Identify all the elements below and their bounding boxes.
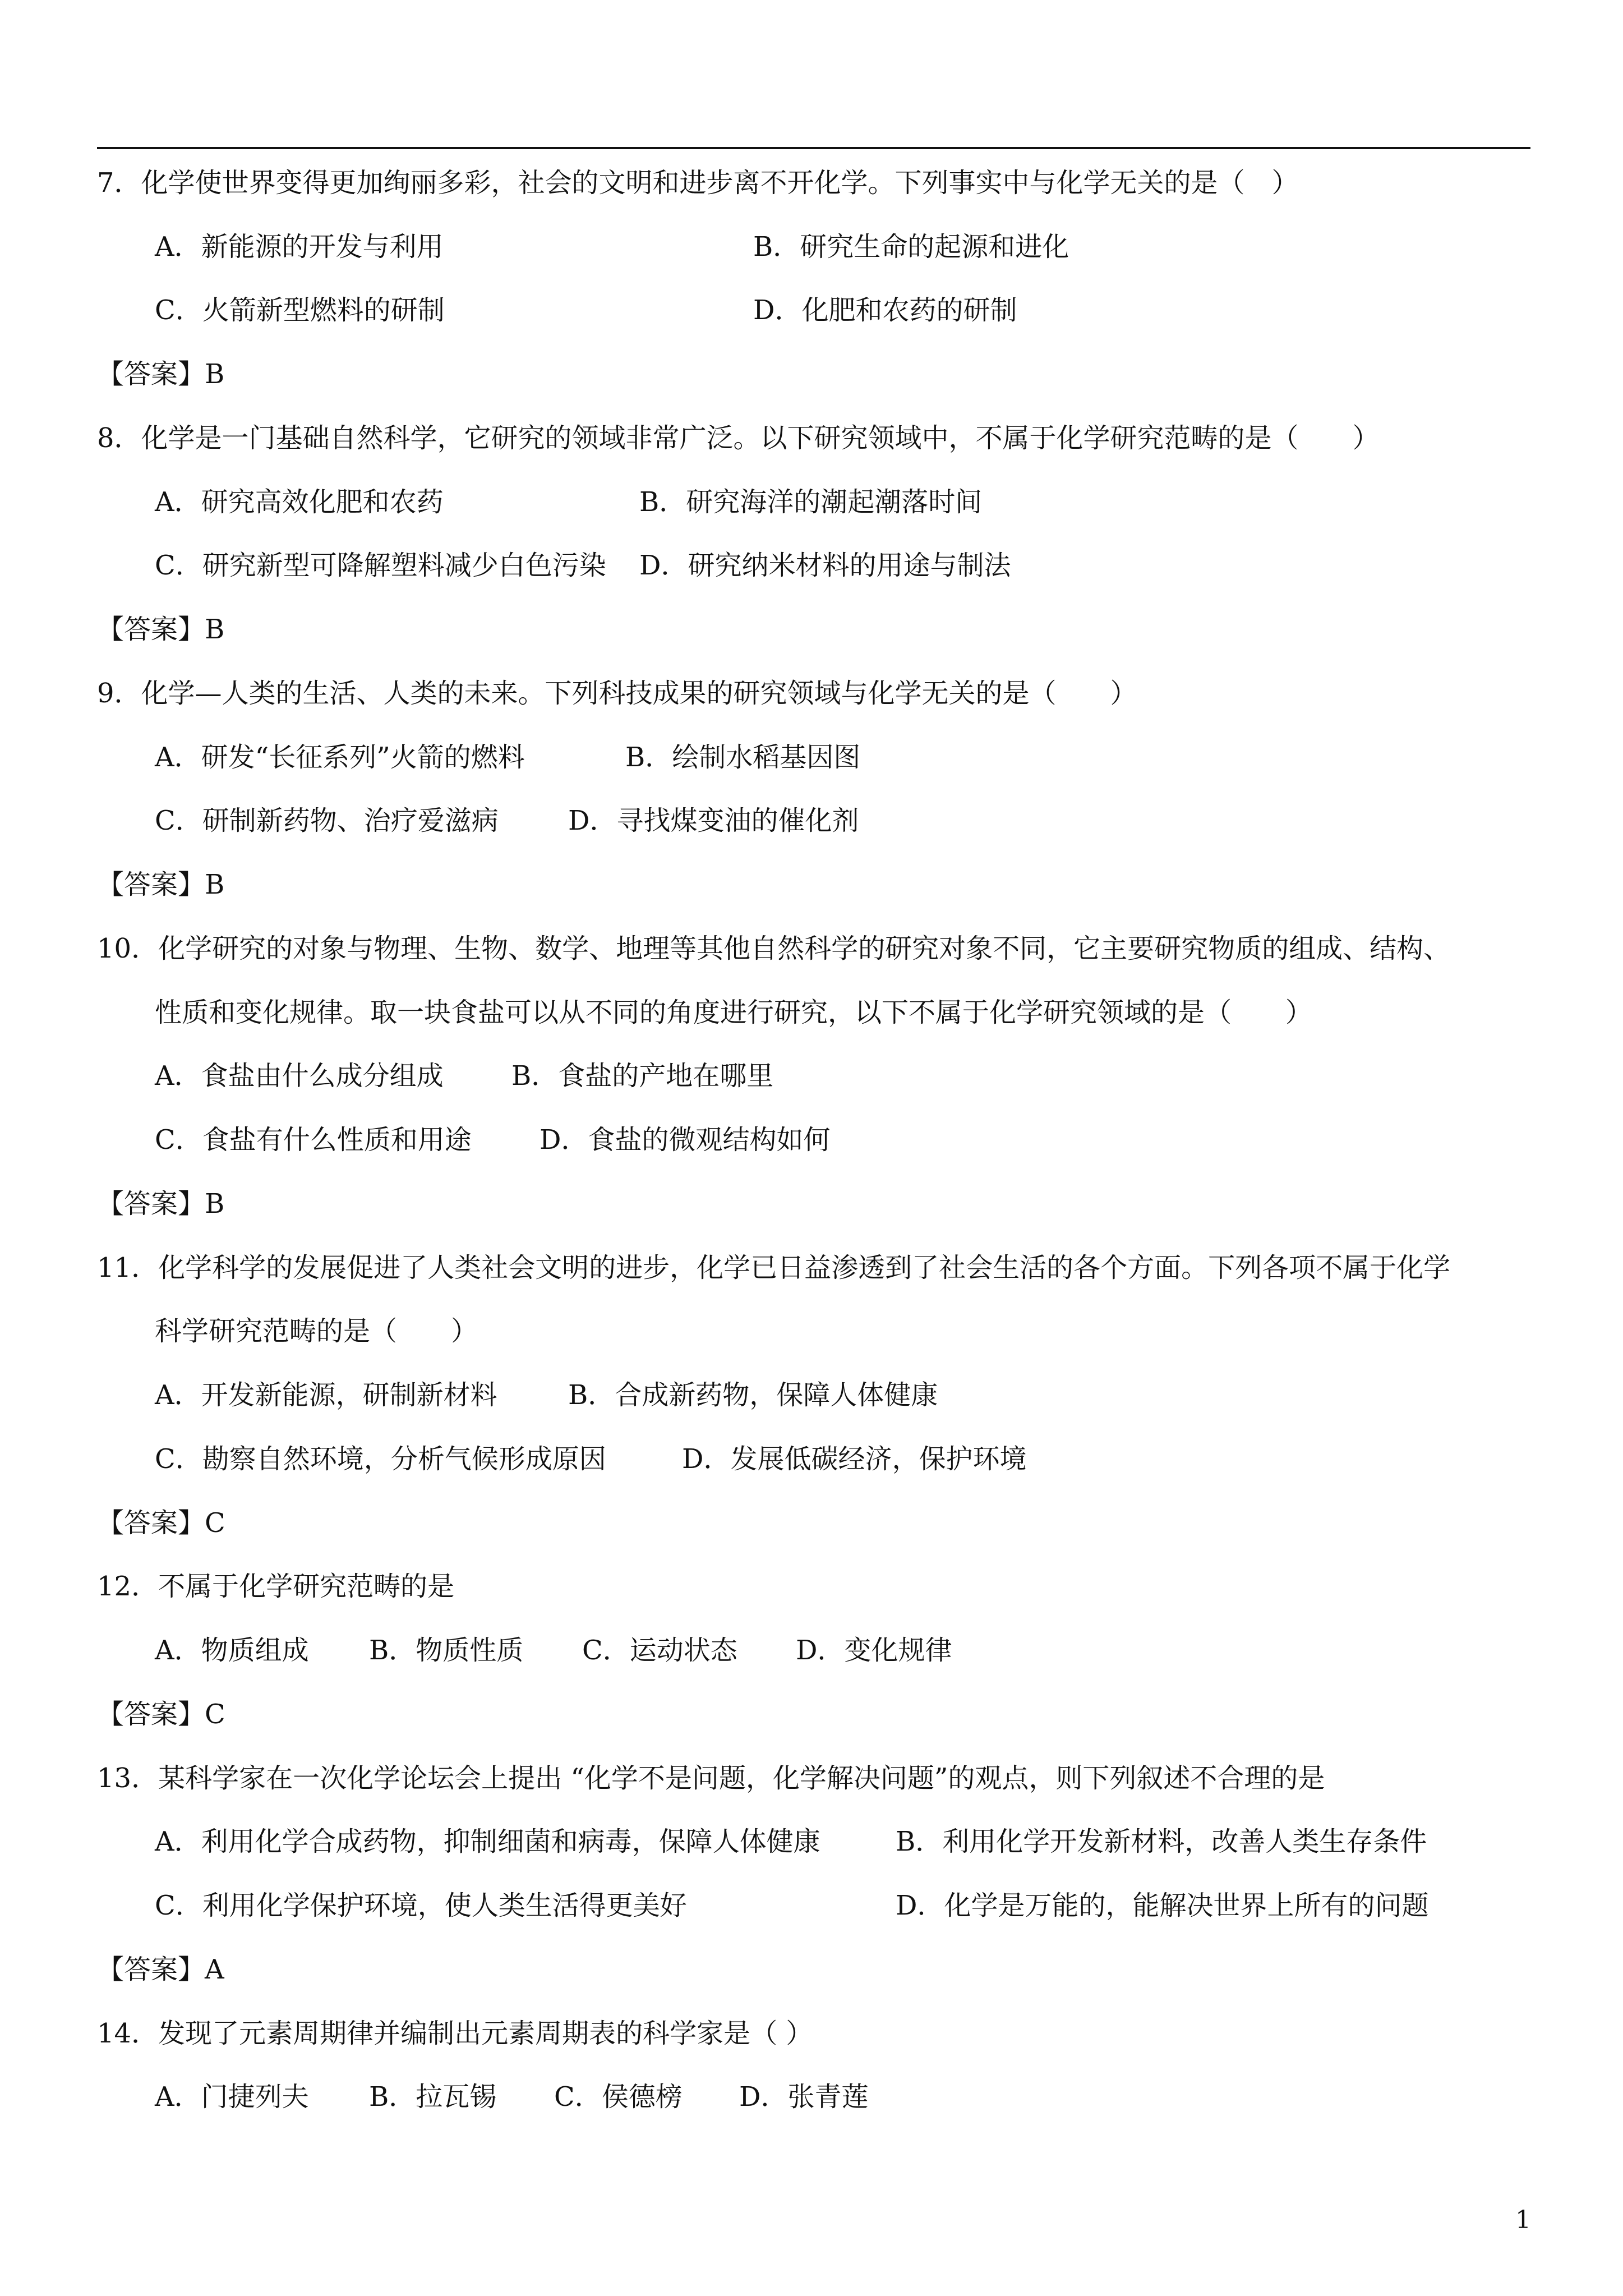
question-11-option-a: A．开发新能源，研制新材料 bbox=[155, 1379, 497, 1411]
question-7-option-d: D．化肥和农药的研制 bbox=[753, 295, 1017, 326]
question-14-option-a: A．门捷列夫 bbox=[155, 2081, 309, 2113]
question-10-stem: 10．化学研究的对象与物理、生物、数学、地理等其他自然科学的研究对象不同，它主要研究物质的组成、结构、 bbox=[97, 933, 1451, 964]
question-9-option-d: D．寻找煤变油的催化剂 bbox=[568, 805, 859, 836]
question-10-stem-line2: 性质和变化规律。取一块食盐可以从不同的角度进行研究，以下不属于化学研究领域的是（ ） bbox=[155, 997, 1313, 1028]
header-rule bbox=[97, 147, 1530, 149]
question-9-stem: 9．化学—人类的生活、人类的未来。下列科技成果的研究领域与化学无关的是（ ） bbox=[97, 678, 1137, 709]
page-number: 1 bbox=[1515, 2206, 1531, 2234]
question-13-option-d: D．化学是万能的，能解决世界上所有的问题 bbox=[896, 1890, 1429, 1921]
question-10-option-c: C．食盐有什么性质和用途 bbox=[155, 1124, 472, 1156]
question-7-option-c: C．火箭新型燃料的研制 bbox=[155, 295, 445, 326]
question-12-answer: 【答案】C bbox=[97, 1699, 225, 1730]
question-9-option-c: C．研制新药物、治疗爱滋病 bbox=[155, 805, 499, 836]
question-13-option-b: B．利用化学开发新材料，改善人类生存条件 bbox=[896, 1826, 1427, 1857]
question-12-option-d: D．变化规律 bbox=[796, 1635, 952, 1666]
question-12-option-a: A．物质组成 bbox=[155, 1635, 309, 1666]
question-10-option-d: D．食盐的微观结构如何 bbox=[540, 1124, 831, 1156]
question-8-option-d: D．研究纳米材料的用途与制法 bbox=[639, 550, 1011, 581]
question-13-option-c: C．利用化学保护环境，使人类生活得更美好 bbox=[155, 1890, 687, 1921]
question-10-option-a: A．食盐由什么成分组成 bbox=[155, 1060, 444, 1092]
question-14-option-c: C．侯德榜 bbox=[554, 2081, 683, 2113]
question-8-answer: 【答案】B bbox=[97, 614, 225, 645]
question-8-option-b: B．研究海洋的潮起潮落时间 bbox=[639, 486, 983, 518]
question-7-answer: 【答案】B bbox=[97, 358, 225, 390]
question-9-option-b: B．绘制水稻基因图 bbox=[625, 742, 861, 773]
question-8-option-a: A．研究高效化肥和农药 bbox=[155, 486, 444, 518]
question-7-option-a: A．新能源的开发与利用 bbox=[155, 231, 444, 263]
question-12-option-c: C．运动状态 bbox=[582, 1635, 737, 1666]
question-8-option-c: C．研究新型可降解塑料减少白色污染 bbox=[155, 550, 606, 581]
question-14-option-b: B．拉瓦锡 bbox=[369, 2081, 497, 2113]
question-9-option-a: A．研发“长征系列”火箭的燃料 bbox=[155, 742, 525, 773]
question-12-option-b: B．物质性质 bbox=[369, 1635, 524, 1666]
question-10-option-b: B．食盐的产地在哪里 bbox=[511, 1060, 774, 1092]
question-8-stem: 8．化学是一门基础自然科学，它研究的领域非常广泛。以下研究领域中，不属于化学研究范畴的是（ ） bbox=[97, 422, 1380, 454]
question-11-option-c: C．勘察自然环境，分析气候形成原因 bbox=[155, 1443, 606, 1475]
question-13-stem: 13．某科学家在一次化学论坛会上提出 “化学不是问题，化学解决问题”的观点，则下列叙述不合理的是 bbox=[97, 1763, 1325, 1794]
question-11-answer: 【答案】C bbox=[97, 1507, 225, 1539]
question-10-answer: 【答案】B bbox=[97, 1188, 225, 1220]
question-14-stem: 14．发现了元素周期律并编制出元素周期表的科学家是（ ） bbox=[97, 2018, 813, 2049]
question-12-stem: 12．不属于化学研究范畴的是 bbox=[97, 1571, 455, 1602]
question-7-stem: 7．化学使世界变得更加绚丽多彩，社会的文明和进步离不开化学。下列事实中与化学无关的是（ ） bbox=[97, 167, 1299, 199]
question-7-option-b: B．研究生命的起源和进化 bbox=[753, 231, 1069, 263]
question-11-option-d: D．发展低碳经济，保护环境 bbox=[682, 1443, 1027, 1475]
question-11-stem-line2: 科学研究范畴的是（ ） bbox=[155, 1315, 478, 1347]
question-11-option-b: B．合成新药物，保障人体健康 bbox=[568, 1379, 938, 1411]
question-13-answer: 【答案】A bbox=[97, 1954, 224, 1985]
question-9-answer: 【答案】B bbox=[97, 869, 225, 900]
question-11-stem: 11．化学科学的发展促进了人类社会文明的进步，化学已日益渗透到了社会生活的各个方面。下列各项不属于化学 bbox=[97, 1252, 1451, 1283]
question-13-option-a: A．利用化学合成药物，抑制细菌和病毒，保障人体健康 bbox=[155, 1826, 820, 1857]
question-14-option-d: D．张青莲 bbox=[739, 2081, 869, 2113]
